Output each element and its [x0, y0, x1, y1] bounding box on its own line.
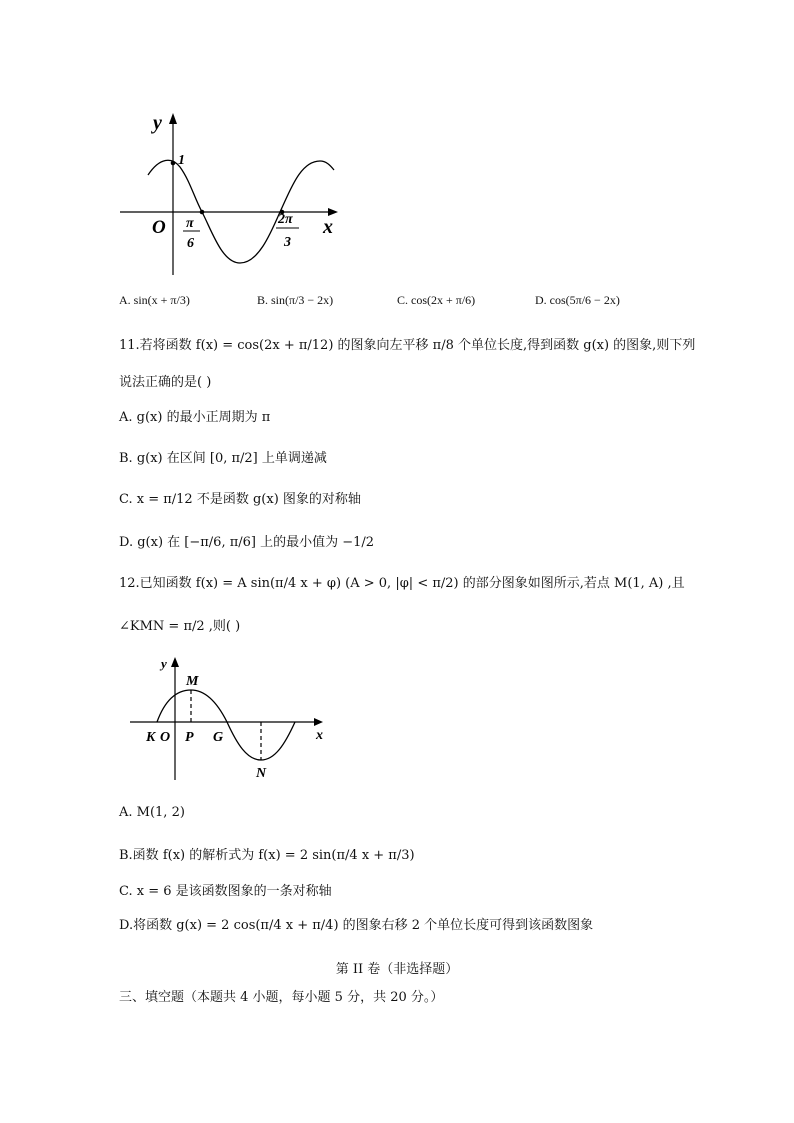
q11-option-b: B. g(x) 在区间 [0, π/2] 上单调递减	[119, 451, 327, 466]
section-title: 第 II 卷（非选择题）	[335, 962, 459, 977]
label-P: P	[185, 730, 194, 745]
q10-option-d: D. cos(5π/6 − 2x)	[535, 293, 620, 307]
q12-stem-line1: 12.已知函数 f(x) = A sin(π/4 x + φ) (A > 0, |φ| < π/2) 的部分图象如图所示,若点 M(1, A) ,且	[119, 576, 685, 591]
x-tick-pi6-den: 6	[187, 236, 194, 251]
label-K: K	[146, 730, 156, 745]
q12-option-c: C. x = 6 是该函数图象的一条对称轴	[119, 884, 332, 899]
x-axis-label: x	[316, 728, 323, 743]
q12-stem-line2: ∠KMN = π/2 ,则( )	[119, 619, 241, 634]
y-axis-label: y	[161, 656, 167, 671]
q10-option-b: B. sin(π/3 − 2x)	[257, 293, 334, 307]
x-axis-arrow	[314, 718, 323, 726]
q12-option-a: A. M(1, 2)	[119, 805, 185, 820]
y-tick-1: 1	[178, 153, 185, 168]
x-tick-pi6-num: π	[186, 216, 194, 231]
y-axis-label: y	[153, 112, 162, 134]
x-axis-arrow	[328, 208, 338, 216]
label-M: M	[186, 674, 199, 689]
x-tick-2pi3-den: 3	[284, 235, 291, 250]
q11-option-d: D. g(x) 在 [−π/6, π/6] 上的最小值为 −1/2	[119, 535, 375, 550]
q11-stem-line1: 11.若将函数 f(x) = cos(2x + π/12) 的图象向左平移 π/8 个单位长度,得到函数 g(x) 的图象,则下列	[119, 338, 696, 353]
label-N: N	[256, 766, 267, 781]
section3-heading: 三、填空题（本题共 4 小题，每小题 5 分，共 20 分。）	[119, 990, 444, 1005]
y-axis-arrow	[169, 113, 177, 124]
q11-stem-line2: 说法正确的是( )	[119, 375, 212, 390]
y-axis-arrow	[171, 657, 179, 667]
q12-option-b: B.函数 f(x) 的解析式为 f(x) = 2 sin(π/4 x + π/3)	[119, 848, 415, 863]
q10-option-a: A. sin(x + π/3)	[119, 293, 190, 307]
label-G: G	[213, 730, 224, 745]
label-O: O	[160, 730, 171, 745]
x-axis-label: x	[323, 216, 333, 238]
point-pi6	[200, 210, 205, 215]
point-y-intercept	[171, 161, 176, 166]
q11-option-a: A. g(x) 的最小正周期为 π	[119, 410, 271, 425]
origin-label: O	[152, 217, 166, 238]
q11-option-c: C. x = π/12 不是函数 g(x) 图象的对称轴	[119, 492, 361, 507]
curve	[157, 690, 295, 760]
figure-1-graph	[110, 105, 360, 280]
figure-2-graph	[125, 652, 335, 784]
x-tick-2pi3-num: 2π	[278, 212, 293, 227]
q12-option-d: D.将函数 g(x) = 2 cos(π/4 x + π/4) 的图象右移 2 个单位长度可得到该函数图象	[119, 918, 594, 933]
q10-option-c: C. cos(2x + π/6)	[397, 293, 476, 307]
